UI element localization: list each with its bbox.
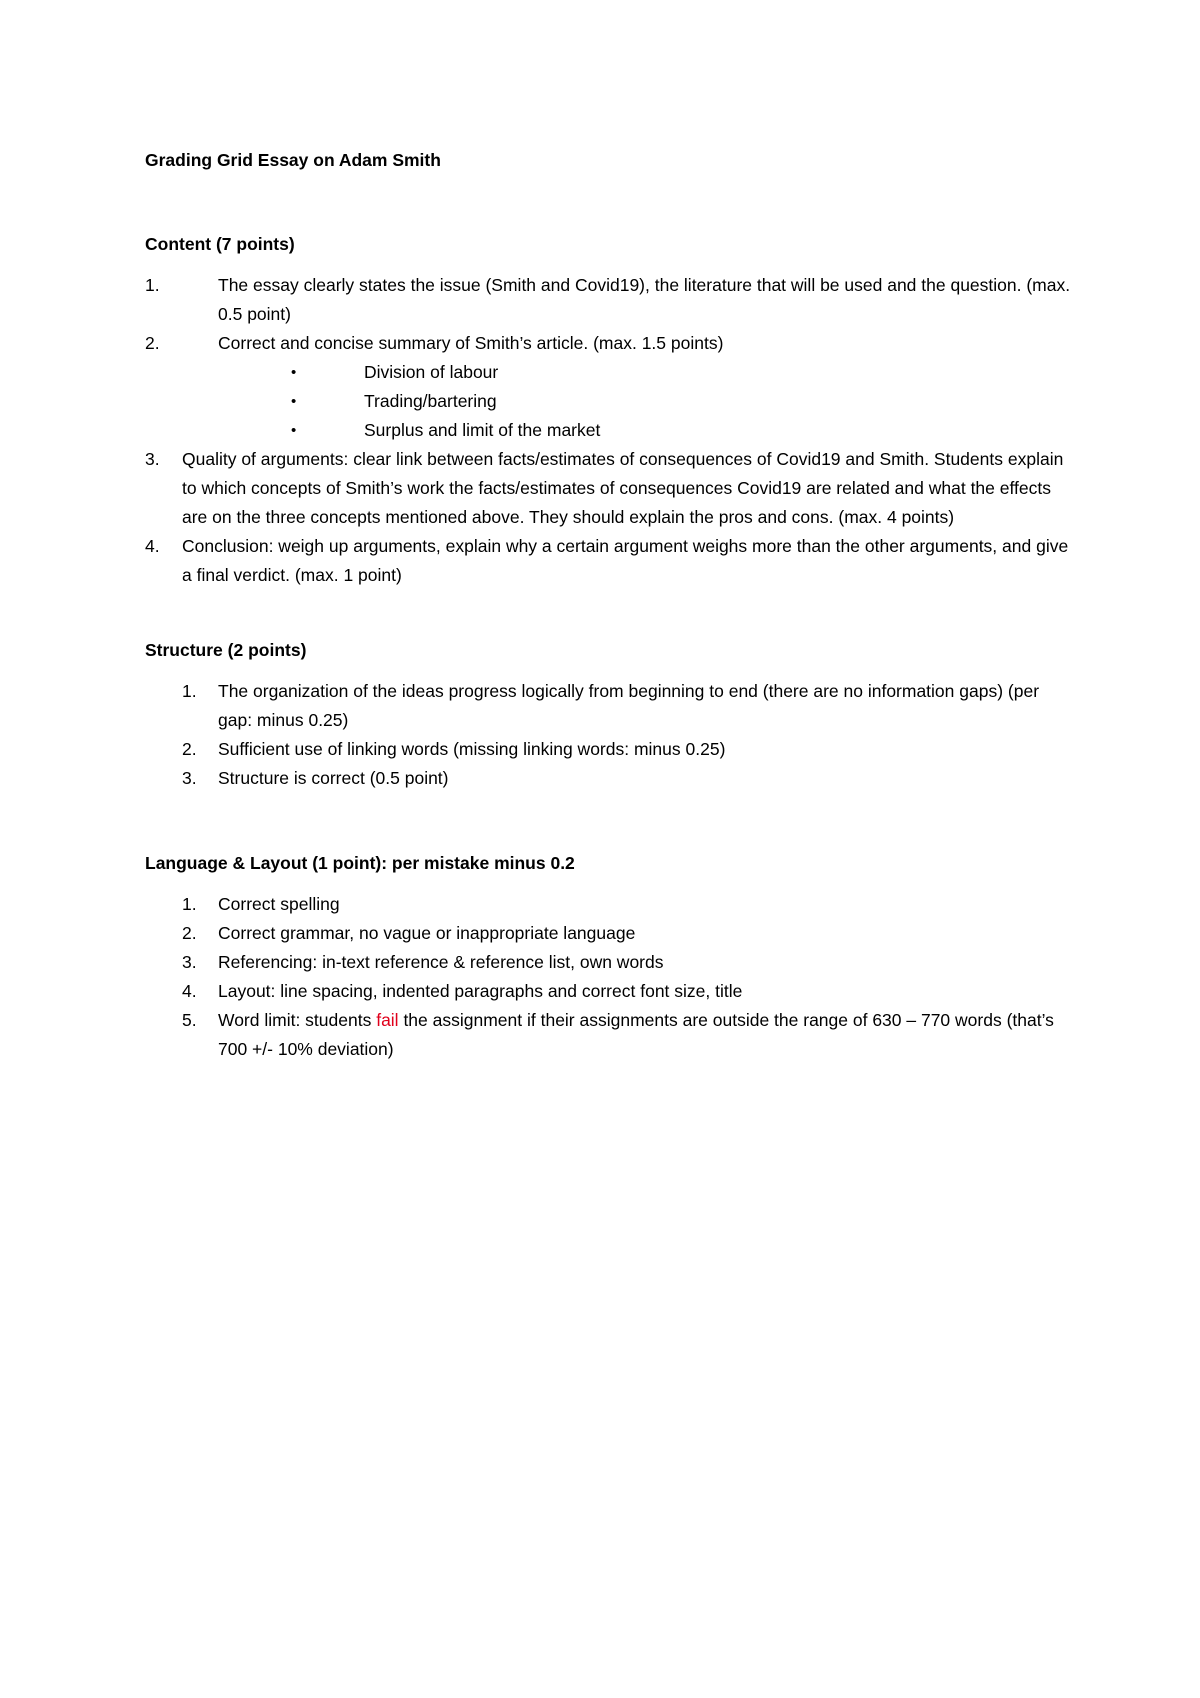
structure-item-3 <box>145 764 1075 793</box>
language-item-1 <box>145 890 1075 919</box>
item-number: 2. <box>145 333 160 353</box>
bullet-text: Surplus and limit of the market <box>364 420 601 440</box>
bullet-item <box>145 416 1075 445</box>
content-item-2 <box>145 329 1075 445</box>
item-text <box>218 1010 1054 1059</box>
item-text-before: Word limit: students <box>218 1010 377 1030</box>
item-text: Correct grammar, no vague or inappropriate language <box>218 923 636 943</box>
structure-item-1 <box>145 677 1075 735</box>
bullet-item <box>145 387 1075 416</box>
item-text: Correct spelling <box>218 894 340 914</box>
item-number: 5. <box>182 1010 197 1030</box>
item-text: The essay clearly states the issue (Smith and Covid19), the literature that will be used and the question. (max. 0.5 point) <box>218 275 1071 324</box>
bullet-text: Trading/bartering <box>364 391 497 411</box>
structure-item-2 <box>145 735 1075 764</box>
content-item-4 <box>145 532 1075 590</box>
item-text: Conclusion: weigh up arguments, explain why a certain argument weighs more than the other arguments, and give a final verdict. (max. 1 point) <box>182 536 1069 585</box>
document-body <box>145 146 1075 1064</box>
item-text: Sufficient use of linking words (missing linking words: minus 0.25) <box>218 739 726 759</box>
content-heading: Content (7 points) <box>145 234 295 254</box>
item-number: 2. <box>182 739 197 759</box>
item-number: 4. <box>145 536 160 556</box>
summary-bullet-list <box>145 358 1075 445</box>
item-number: 1. <box>182 681 197 701</box>
bullet-item <box>145 358 1075 387</box>
language-heading: Language & Layout (1 point): per mistake minus 0.2 <box>145 853 575 873</box>
content-item-1 <box>145 271 1075 329</box>
bullet-icon: • <box>291 422 297 439</box>
item-text-after: the assignment if their assignments are outside the range of 630 – 770 words (that’s 700 +/- 10% deviation) <box>218 1010 1054 1059</box>
item-text: Correct and concise summary of Smith’s article. (max. 1.5 points) <box>218 333 724 353</box>
structure-list <box>145 677 1075 793</box>
item-text: Quality of arguments: clear link between facts/estimates of consequences of Covid19 and Smith. Students explain to which concepts of Smith’s work the facts/estimates of consequences Covid19 are related and what the effects are on the three concepts mentioned above. They should explain the pros and cons. (max. 4 points) <box>182 449 1064 527</box>
language-item-2 <box>145 919 1075 948</box>
content-list <box>145 271 1075 590</box>
item-number: 3. <box>145 449 160 469</box>
language-item-4 <box>145 977 1075 1006</box>
item-number: 1. <box>182 894 197 914</box>
item-text: Structure is correct (0.5 point) <box>218 768 449 788</box>
fail-highlight: fail <box>376 1010 399 1030</box>
document-title: Grading Grid Essay on Adam Smith <box>145 150 441 170</box>
bullet-icon: • <box>291 393 297 410</box>
item-text: The organization of the ideas progress logically from beginning to end (there are no information gaps) (per gap: minus 0.25) <box>218 681 1040 730</box>
language-item-3 <box>145 948 1075 977</box>
bullet-text: Division of labour <box>364 362 499 382</box>
item-text: Layout: line spacing, indented paragraphs and correct font size, title <box>218 981 743 1001</box>
item-number: 1. <box>145 275 160 295</box>
item-number: 3. <box>182 952 197 972</box>
bullet-icon: • <box>291 364 297 381</box>
language-item-5 <box>145 1006 1075 1064</box>
language-list <box>145 890 1075 1064</box>
content-item-3 <box>145 445 1075 532</box>
item-number: 3. <box>182 768 197 788</box>
item-number: 4. <box>182 981 197 1001</box>
item-text: Referencing: in-text reference & reference list, own words <box>218 952 664 972</box>
item-number: 2. <box>182 923 197 943</box>
structure-heading: Structure (2 points) <box>145 640 307 660</box>
